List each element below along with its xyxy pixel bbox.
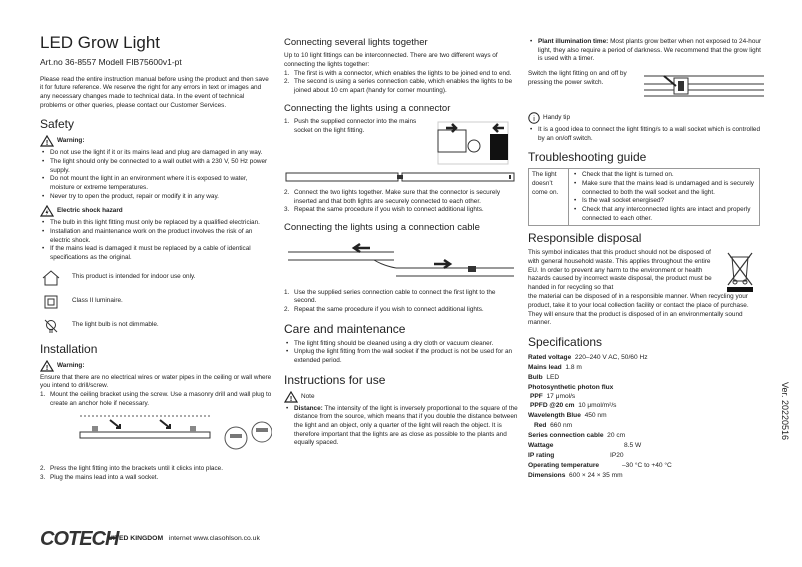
- shock-item: • If the mains lead is damaged it must be replaced by a cable of identical specifications as the original.: [40, 245, 272, 262]
- shock-item: • Installation and maintenance work on the product involves the risk of an electric shock.: [40, 228, 272, 245]
- spec-row: Operating temperature –30 °C to +40 °C: [528, 461, 672, 469]
- connecting-way: 1. The first is with a connector, which enables the lights to be joined end to end.: [284, 69, 512, 77]
- house-icon: [40, 269, 62, 287]
- tip-item: • It is a good idea to connect the light fitting/s to a wall socket which is controlled by an on/off switch.: [528, 126, 764, 143]
- installation-step: 3. Plug the mains lead into a wall socket.: [40, 474, 159, 482]
- cable-heading: Connecting the lights using a connection cable: [284, 222, 480, 234]
- tip-label: i Handy tip: [528, 112, 764, 124]
- brand-logo: COTECH: [40, 528, 119, 550]
- care-item: • The light fitting should be cleaned using a dry cloth or vacuum cleaner.: [284, 340, 518, 349]
- specs-list: [528, 353, 764, 480]
- cable-step: 2. Repeat the same procedure if you wish to connect additional lights.: [284, 305, 484, 313]
- specs-heading: Specifications: [528, 334, 603, 349]
- spec-row: Series connection cable 20 cm: [528, 431, 626, 439]
- indoor-row: This product is intended for indoor use only.: [40, 269, 272, 287]
- footer-contact: UITED KINGDOM internet www.clasohlson.co.uk: [108, 535, 260, 542]
- cable-step: 1. Use the supplied series connection cable to connect the first light to the second.: [284, 288, 496, 305]
- checks-cell: [569, 169, 760, 226]
- installation-step: 1. Mount the ceiling bracket using the screw. Use a masonry drill and wall plug to create an anchor hole if necessary.: [40, 391, 272, 407]
- disposal-text-2: the material can be disposed of in a responsible manner. When recycling your product, take it to your local collection facility or contact the place of purchase. They will ensure that the product is disposed of in an environmentally sound manner.: [528, 293, 749, 327]
- care-heading: Care and maintenance: [284, 321, 406, 336]
- warning-icon: [284, 391, 298, 403]
- safety-warning-label: ! Warning:: [40, 135, 272, 147]
- check-item: • Is the wall socket energised?: [572, 197, 756, 206]
- class-ii-icon: [40, 293, 62, 311]
- svg-text:!: !: [289, 395, 293, 403]
- svg-text:!: !: [45, 140, 49, 148]
- warning-icon: [40, 360, 54, 372]
- spec-row: Dimensions 600 × 24 × 35 mm: [528, 471, 623, 479]
- connecting-heading: Connecting several lights together: [284, 37, 428, 48]
- svg-text:i: i: [533, 115, 535, 123]
- spec-row: Photosynthetic photon flux: [528, 383, 614, 391]
- troubleshooting-table: [528, 168, 760, 226]
- not-dimmable-icon: [40, 317, 62, 335]
- shock-item: • The bulb in this light fitting must only be replaced by a qualified electrician.: [40, 219, 272, 228]
- svg-text:!: !: [45, 364, 49, 372]
- connecting-intro: Up to 10 light fittings can be interconnected. There are two different ways of connecting the lights together:: [284, 52, 498, 69]
- check-item: • Make sure that the mains lead is undamaged and is securely connected to both the wall socket and the light.: [572, 180, 756, 197]
- disposal-text-1: This symbol indicates that this product should not be disposed of with general household waste. This applies throughout the entire EU. In order to prevent any harm to the environment or health hazards caused by incorrect waste disposal, the product must be handed in for recycling so that: [528, 249, 712, 291]
- installation-illustration: [40, 410, 272, 460]
- installation-warning-text: Ensure that there are no electrical wires or water pipes in the ceiling or wall where you intend to drill/screw.: [40, 373, 272, 390]
- care-item: • Unplug the light fitting from the wall socket if the product is not be used for an extended period.: [284, 348, 518, 365]
- instructions-heading: Instructions for use: [284, 372, 386, 387]
- spec-row: PPFD @20 cm 10 μmol/m²/s: [530, 402, 617, 410]
- connector-heading: Connecting the lights using a connector: [284, 102, 451, 114]
- installation-step: 2. Press the light fitting into the brackets until it clicks into place.: [40, 465, 223, 473]
- installation-heading: Installation: [40, 341, 98, 356]
- safety-warning-item: • The light should only be connected to a wall outlet with a 230 V, 50 Hz power supply.: [40, 158, 272, 175]
- safety-warning-item: • Never try to open the product, repair or modify it in any way.: [40, 193, 272, 202]
- spec-row: Rated voltage 220–240 V AC, 50/60 Hz: [528, 354, 648, 362]
- connector-step: 2. Connect the two lights together. Make sure that the connector is securely inserted and that both lights are securely connected to each other.: [284, 189, 501, 205]
- connector-step: 1. Push the supplied connector into the mains socket on the light fitting.: [284, 118, 417, 134]
- column-middle: [284, 38, 518, 448]
- connector-step: 3. Repeat the same procedure if you wish to connect additional lights.: [284, 206, 484, 214]
- column-left: [40, 34, 272, 483]
- dimmable-row: The light bulb is not dimmable.: [40, 317, 272, 335]
- troubleshooting-heading: Troubleshooting guide: [528, 150, 647, 165]
- check-item: • Check that any interconnected lights are intact and properly connected to each other.: [572, 206, 756, 223]
- shock-icon: [40, 205, 54, 217]
- class-ii-row: Class II luminaire.: [40, 293, 272, 311]
- cable-illustration: [284, 240, 518, 284]
- column-right: [528, 38, 764, 480]
- note-label: ! Note: [284, 391, 518, 403]
- version-label: Ver. 20220516: [780, 381, 790, 440]
- spec-row: Wavelength Blue 450 nm: [528, 412, 607, 420]
- page-title: LED Grow Light: [40, 33, 160, 52]
- installation-warning-label: ! Warning:: [40, 360, 272, 372]
- switch-text: Switch the light fitting on and off by pressing the power switch.: [528, 69, 627, 86]
- safety-heading: Safety: [40, 117, 75, 132]
- distance-item: • Distance: The intensity of the light is inversely proportional to the square of the distance from the source, which means that if you double the distance between the light and an object, only a quarter of the light will reach the object. It is therefore important that the lights are as close as possible to the plants and equally spaced.: [284, 405, 518, 448]
- spec-row: IP rating IP20: [528, 451, 624, 459]
- disposal-heading: Responsible disposal: [528, 231, 642, 246]
- safety-warning-item: • Do not mount the light in an environment where it is exposed to water, moisture or extreme temperatures.: [40, 175, 272, 192]
- problem-cell: The light doesn’t come on.: [529, 169, 569, 226]
- spec-row: Bulb LED: [528, 373, 560, 381]
- warning-icon: [40, 135, 54, 147]
- intro-text: Please read the entire instruction manual before using the product and then save it for future reference. We reserve the right for any errors in text or images and any necessary changes made to technical data. In the event of technical problems or other queries, please contact our Customer Services.: [40, 75, 269, 109]
- spec-row: Mains lead 1.8 m: [528, 364, 582, 372]
- spec-row: Red 660 nm: [534, 422, 573, 430]
- power-switch-illustration: [644, 70, 764, 106]
- plant-item: • Plant illumination time: Most plants grow better when not exposed to 24-hour light, they also require a period of darkness. We recommend that the grow light is used with a timer.: [528, 38, 764, 64]
- shock-label: Electric shock hazard: [40, 205, 272, 217]
- check-item: • Check that the light is turned on.: [572, 171, 756, 180]
- weee-bin-icon: [724, 249, 756, 293]
- spec-row: PPF 17 μmol/s: [530, 392, 576, 400]
- connecting-way: 2. The second is using a series connection cable, which enables the lights to be joined about 10 cm apart (handy for corner mounting).: [284, 78, 513, 94]
- connector-lights-illustration: [284, 170, 518, 184]
- article-number: Art.no 36-8557 Modell FIB75600v1-pt: [40, 56, 182, 67]
- connector-illustration: [430, 118, 516, 168]
- spec-row: Wattage 8.5 W: [528, 441, 642, 449]
- safety-warning-item: • Do not use the light if it or its mains lead and plug are damaged in any way.: [40, 149, 272, 158]
- info-icon: [528, 112, 540, 124]
